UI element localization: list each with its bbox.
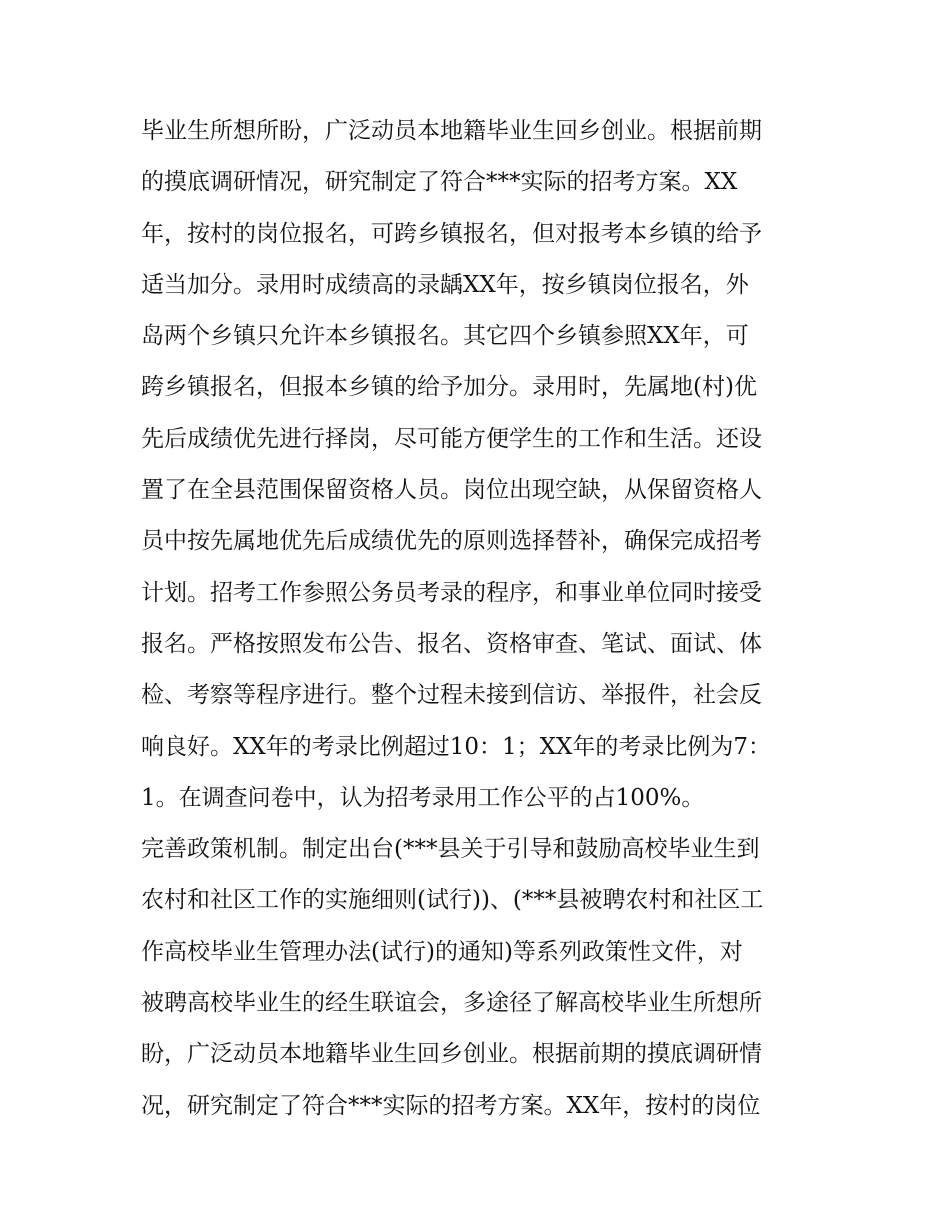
text-line: 岛两个乡镇只允许本乡镇报名。其它四个乡镇参照XX年，可: [141, 323, 749, 350]
text-line: 况，研究制定了符合***实际的招考方案。XX年，按村的岗位: [141, 1092, 761, 1119]
text-line: 毕业生所想所盼，广泛动员本地籍毕业生回乡创业。根据前期: [141, 118, 762, 144]
text-line: 报名。严格按照发布公告、报名、资格审查、笔试、面试、体: [141, 630, 762, 657]
text-line: 响良好。XX年的考录比例超过10：1；XX年的考录比例为7：: [141, 733, 772, 760]
text-line: 跨乡镇报名，但报本乡镇的给予加分。录用时，先属地(村)优: [141, 374, 757, 401]
body-text: [141, 106, 821, 1132]
text-line: 年，按村的岗位报名，可跨乡镇报名，但对报考本乡镇的给予: [141, 220, 762, 247]
text-line: 置了在全县范围保留资格人员。岗位出现空缺，从保留资格人: [141, 477, 762, 504]
text-line: 作高校毕业生管理办法(试行)的通知)等系列政策性文件，对: [141, 938, 743, 965]
text-line: 农村和社区工作的实施细则(试行))、(***县被聘农村和社区工: [141, 887, 764, 914]
text-line: 被聘高校毕业生的经生联谊会，多途径了解高校毕业生所想所: [141, 990, 762, 1017]
text-line: 的摸底调研情况，研究制定了符合***实际的招考方案。XX: [141, 169, 738, 196]
text-line: 员中按先属地优先后成绩优先的原则选择替补，确保完成招考: [141, 528, 762, 555]
text-line: 完善政策机制。制定出台(***县关于引导和鼓励高校毕业生到: [141, 836, 760, 863]
text-line: 先后成绩优先进行择岗，尽可能方便学生的工作和生活。还设: [141, 425, 762, 452]
text-line: 适当加分。录用时成绩高的录龋XX年，按乡镇岗位报名，外: [141, 271, 749, 298]
text-line: 计划。招考工作参照公务员考录的程序，和事业单位同时接受: [141, 579, 762, 606]
text-line: 1。在调查问卷中，认为招考录用工作公平的占100%。: [141, 784, 705, 811]
text-line: 盼，广泛动员本地籍毕业生回乡创业。根据前期的摸底调研情: [141, 1041, 762, 1068]
text-line: 检、考察等程序进行。整个过程未接到信访、举报件，社会反: [141, 682, 762, 709]
